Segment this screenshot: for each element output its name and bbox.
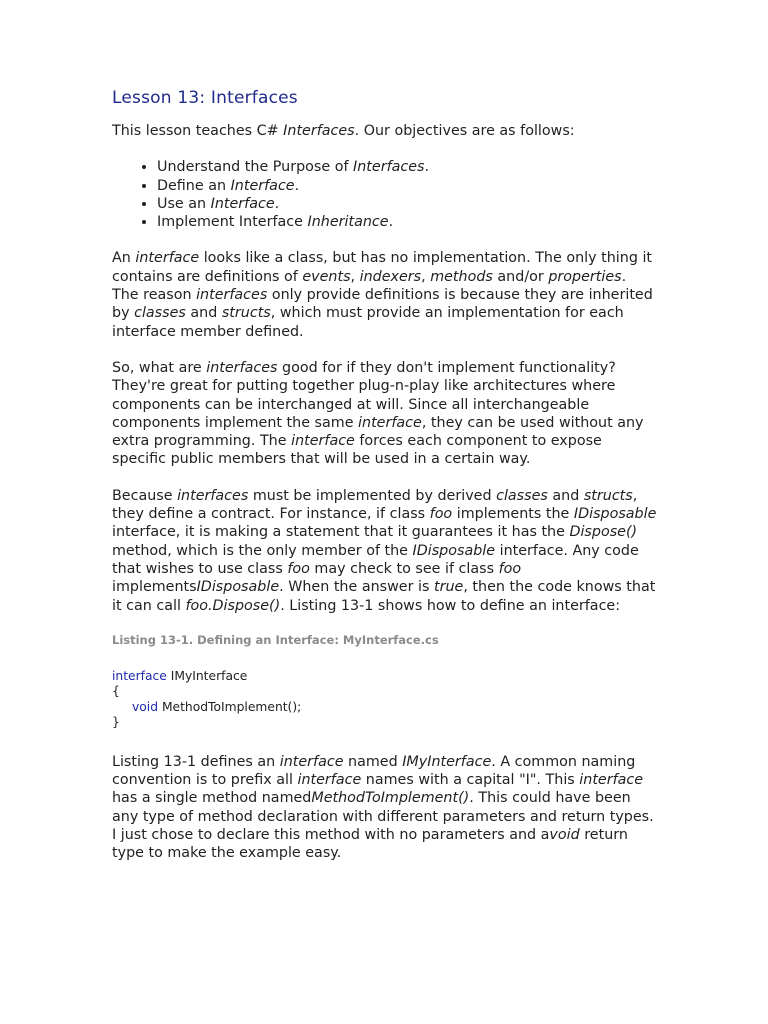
emphasis-text: methods: [430, 268, 493, 285]
paragraph-text: ,: [350, 268, 360, 285]
list-item-end: .: [424, 159, 430, 176]
code-listing: [112, 669, 657, 731]
paragraph-text: must be implemented by derived: [248, 487, 497, 504]
code-keyword: interface: [112, 668, 167, 683]
list-item-text: Define an: [157, 177, 231, 194]
emphasis-text: classes: [134, 305, 186, 322]
intro-paragraph: [112, 122, 657, 140]
list-item-text: Understand the Purpose of: [157, 159, 354, 176]
emphasis-text: foo: [498, 560, 522, 577]
paragraph-interface-purpose: [112, 359, 657, 469]
emphasis-text: interfaces: [206, 359, 278, 376]
paragraph-text: . The reason: [112, 268, 627, 304]
paragraph-text: . A common naming convention is to prefix all: [112, 753, 636, 789]
paragraph-text: may check to see if class: [309, 560, 499, 577]
paragraph-text: named: [343, 753, 403, 770]
list-item-text: Implement Interface: [157, 214, 308, 231]
emphasis-text: foo.Dispose(): [185, 597, 281, 614]
emphasis-text: IDisposable: [573, 506, 657, 523]
code-line: {: [112, 684, 120, 699]
list-item-em: Interface: [210, 195, 275, 212]
page-title: Lesson 13: Interfaces: [112, 88, 298, 108]
list-item: [157, 213, 657, 231]
list-item: [157, 195, 657, 213]
list-item-em: Interfaces: [353, 159, 425, 176]
emphasis-text: interfaces: [177, 487, 249, 504]
intro-text-c: . Our objectives are as follows:: [354, 123, 575, 139]
paragraph-text: So, what are: [112, 359, 207, 376]
list-item-text: Use an: [157, 195, 211, 212]
paragraph-text: implements the: [452, 506, 574, 523]
code-line: [112, 669, 657, 685]
list-item-em: Inheritance: [307, 214, 389, 231]
emphasis-text: foo: [287, 560, 310, 577]
list-item-end: .: [294, 177, 300, 194]
emphasis-text: foo: [429, 506, 453, 523]
emphasis-text: interface: [135, 250, 200, 267]
emphasis-text: interface: [358, 414, 422, 431]
emphasis-text: indexers: [359, 268, 422, 285]
paragraph-text: names with a capital "I". This: [361, 772, 580, 789]
paragraph-text: interface, it is making a statement that it guarantees it has the: [112, 524, 570, 541]
paragraph-text: Listing 13-1 defines an: [112, 753, 280, 770]
emphasis-text: IDisposable: [412, 542, 496, 559]
emphasis-text: IMyInterface: [402, 753, 492, 770]
intro-text-a: This lesson teaches C#: [112, 123, 284, 139]
listing-caption: Listing 13-1. Defining an Interface: MyInterface.cs: [112, 632, 439, 647]
paragraph-interface-contract: [112, 487, 657, 615]
emphasis-text: true: [433, 579, 464, 596]
code-keyword: void: [132, 699, 159, 714]
emphasis-text: structs: [221, 305, 271, 322]
list-item: [157, 158, 657, 176]
emphasis-text: interface: [291, 433, 355, 450]
list-item: [157, 177, 657, 195]
code-text: IMyInterface: [166, 668, 248, 683]
paragraph-text: only provide definitions is because they are inherited by: [112, 287, 653, 322]
paragraph-text: . Listing 13-1 shows how to define an interface:: [280, 597, 621, 614]
paragraph-text: has a single method named: [112, 790, 312, 807]
paragraph-text: return type to make the example easy.: [112, 827, 628, 862]
emphasis-text: interface: [579, 772, 644, 789]
paragraph-text: good for if they don't implement functionality? They're great for putting together plug-n-play like architectures where components can be interchanged at will. Since all interchangeable components implement the same: [112, 359, 616, 431]
paragraph-text: . When the answer is: [279, 579, 434, 596]
emphasis-text: void: [549, 827, 580, 844]
code-line: }: [112, 715, 120, 730]
paragraph-text: and: [547, 487, 584, 504]
paragraph-text: and: [185, 305, 222, 322]
paragraph-text: implements: [112, 579, 197, 596]
paragraph-text: , then the code knows that it can call: [112, 579, 656, 614]
paragraph-text: and/or: [492, 268, 549, 285]
emphasis-text: events: [302, 268, 351, 285]
paragraph-text: , they can be used without any extra programming. The: [112, 414, 644, 450]
lesson-page: [112, 88, 657, 881]
paragraph-text: , which must provide an implementation for each interface member defined.: [112, 305, 624, 340]
paragraph-text: interface. Any code that wishes to use class: [112, 542, 639, 577]
paragraph-interface-definition: [112, 249, 657, 340]
emphasis-text: interfaces: [196, 287, 268, 304]
emphasis-text: IDisposable: [196, 579, 280, 596]
emphasis-text: interface: [279, 753, 344, 770]
emphasis-text: classes: [496, 487, 548, 504]
paragraph-listing-explanation: [112, 753, 657, 863]
emphasis-text: Dispose(): [569, 524, 638, 541]
paragraph-text: a: [540, 827, 550, 844]
paragraph-text: Because: [112, 487, 178, 504]
intro-text-em: Interfaces: [283, 123, 355, 139]
paragraph-text: looks like a class, but has no implementation. The only thing it contains are definitions of: [112, 250, 653, 285]
emphasis-text: interface: [297, 772, 362, 789]
code-line: [112, 700, 657, 716]
emphasis-text: MethodToImplement(): [311, 790, 470, 807]
paragraph-text: An: [112, 250, 136, 267]
list-item-end: .: [388, 214, 394, 231]
paragraph-text: forces each component to expose specific public members that will be used in a certain way.: [112, 433, 602, 468]
list-item-em: Interface: [230, 177, 295, 194]
emphasis-text: properties: [548, 268, 622, 285]
list-item-end: .: [274, 195, 280, 212]
objectives-list: [112, 158, 657, 231]
emphasis-text: structs: [583, 487, 633, 504]
paragraph-text: method, which is the only member of the: [112, 542, 413, 559]
paragraph-text: . This could have been any type of method declaration with different parameters and return types. I just chose to declare this method with no parameters and: [112, 790, 654, 844]
paragraph-text: , they define a contract. For instance, if class: [112, 487, 638, 523]
paragraph-text: ,: [421, 268, 431, 285]
code-text: MethodToImplement();: [158, 699, 302, 714]
